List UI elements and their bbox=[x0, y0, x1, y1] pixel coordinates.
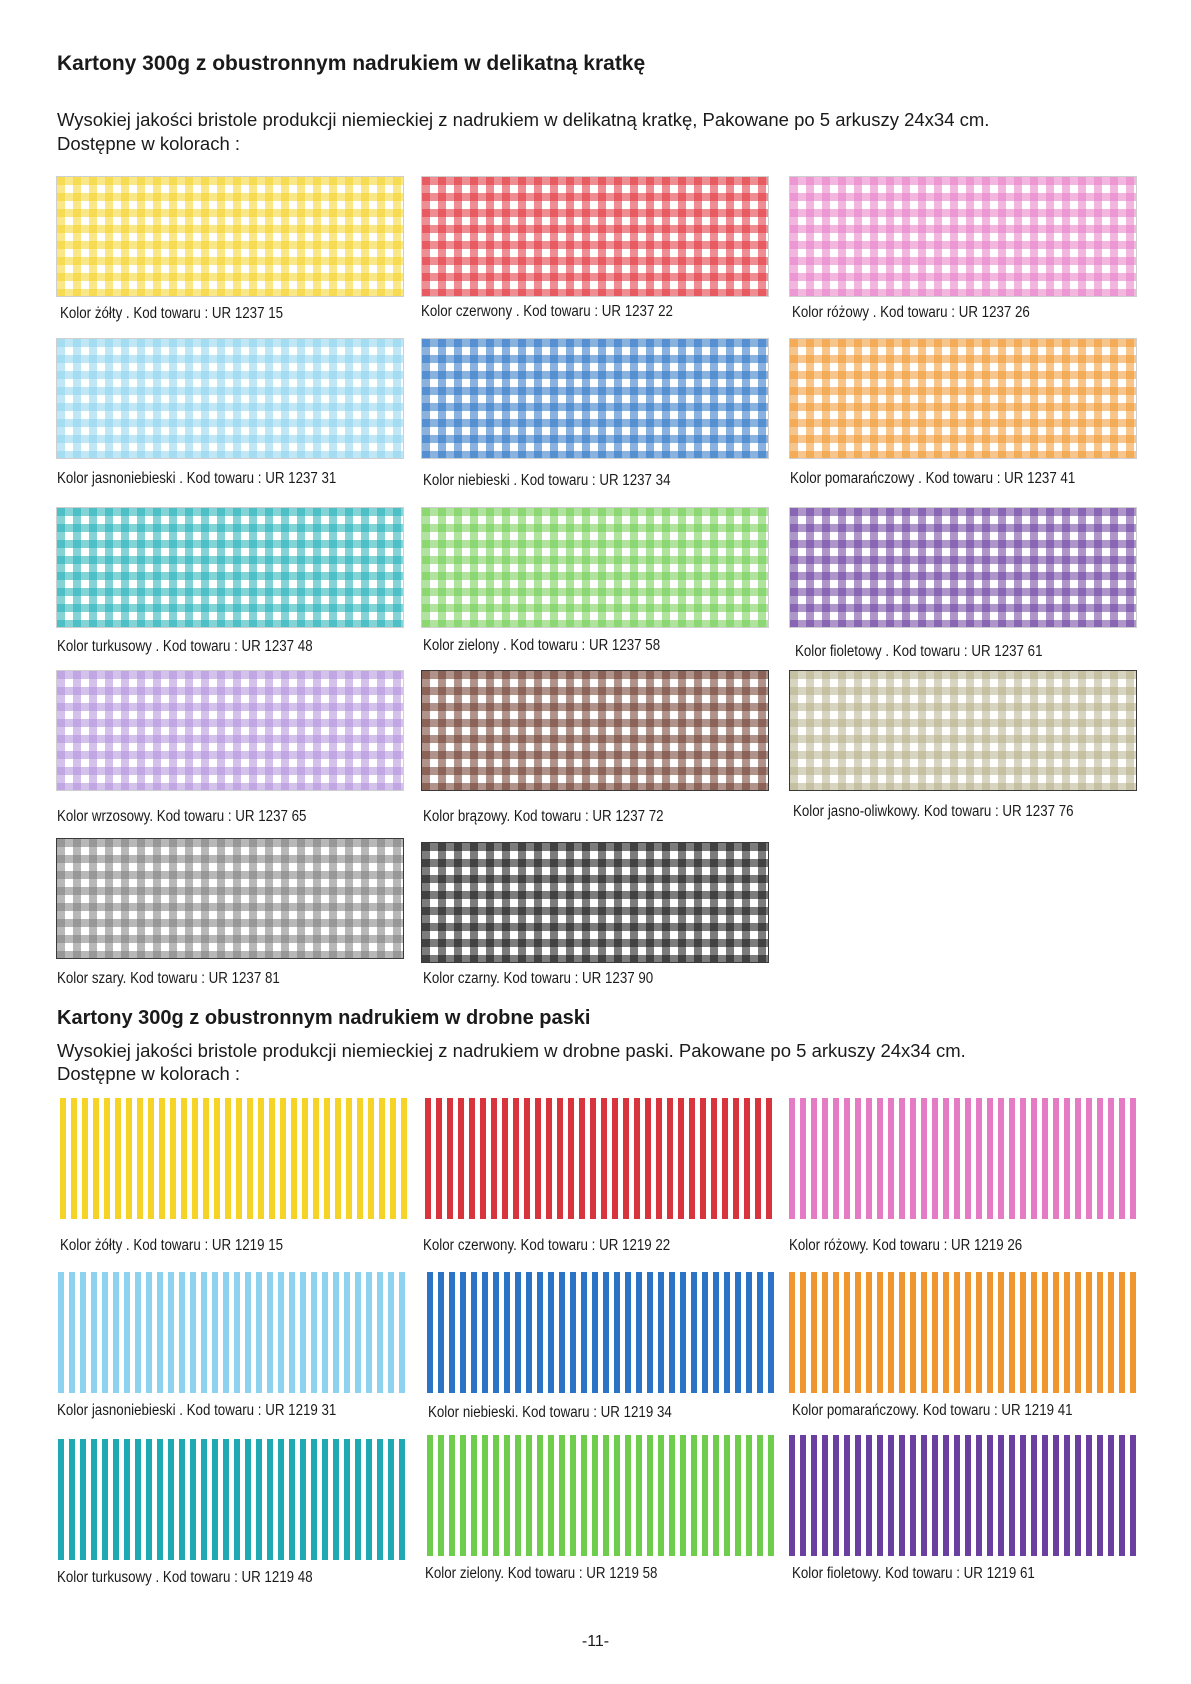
swatch-caption: Kolor żółty . Kod towaru : UR 1219 15 bbox=[60, 1237, 284, 1254]
swatch-gingham-heather bbox=[56, 670, 404, 791]
page-number: -11- bbox=[581, 1633, 610, 1650]
swatch-gingham-green bbox=[421, 507, 769, 628]
swatch-caption: Kolor fioletowy. Kod towaru : UR 1219 61 bbox=[792, 1565, 1035, 1582]
swatch-caption: Kolor wrzosowy. Kod towaru : UR 1237 65 bbox=[57, 808, 307, 825]
swatch-caption: Kolor niebieski. Kod towaru : UR 1219 34 bbox=[428, 1404, 672, 1421]
swatch-caption: Kolor turkusowy . Kod towaru : UR 1237 48 bbox=[57, 638, 313, 655]
section2-description: Wysokiej jakości bristole produkcji niemieckiej z nadrukiem w drobne paski. Pakowane po 5 arkuszy 24x34 cm. bbox=[57, 1040, 966, 1061]
swatch-caption: Kolor czarny. Kod towaru : UR 1237 90 bbox=[423, 970, 654, 987]
swatch-caption: Kolor żółty . Kod towaru : UR 1237 15 bbox=[60, 305, 284, 322]
swatch-caption: Kolor fioletowy . Kod towaru : UR 1237 61 bbox=[795, 643, 1043, 660]
section2-availability: Dostępne w kolorach : bbox=[57, 1063, 241, 1084]
swatch-caption: Kolor jasno-oliwkowy. Kod towaru : UR 1237 76 bbox=[793, 803, 1074, 820]
swatch-stripes-orange bbox=[789, 1272, 1137, 1393]
swatch-caption: Kolor jasnoniebieski . Kod towaru : UR 1219 31 bbox=[57, 1402, 337, 1419]
swatch-caption: Kolor brązowy. Kod towaru : UR 1237 72 bbox=[423, 808, 664, 825]
swatch-caption: Kolor pomarańczowy . Kod towaru : UR 1237 41 bbox=[790, 470, 1076, 487]
swatch-stripes-green bbox=[427, 1435, 775, 1556]
swatch-stripes-turquoise bbox=[58, 1439, 406, 1560]
swatch-gingham-violet bbox=[789, 507, 1137, 628]
section2-title: Kartony 300g z obustronnym nadrukiem w drobne paski bbox=[57, 1007, 591, 1029]
swatch-caption: Kolor niebieski . Kod towaru : UR 1237 34 bbox=[423, 472, 671, 489]
swatch-gingham-brown bbox=[421, 670, 769, 791]
swatch-caption: Kolor różowy. Kod towaru : UR 1219 26 bbox=[789, 1237, 1023, 1254]
swatch-gingham-pink bbox=[789, 176, 1137, 297]
swatch-stripes-light-blue bbox=[58, 1272, 406, 1393]
swatch-gingham-light-blue bbox=[56, 338, 404, 459]
swatch-stripes-red bbox=[425, 1098, 773, 1219]
swatch-caption: Kolor szary. Kod towaru : UR 1237 81 bbox=[57, 970, 280, 987]
swatch-caption: Kolor pomarańczowy. Kod towaru : UR 1219 41 bbox=[792, 1402, 1073, 1419]
section1-description: Wysokiej jakości bristole produkcji niemieckiej z nadrukiem w delikatną kratkę, Pakowane po 5 arkuszy 24x34 cm. bbox=[57, 109, 990, 130]
swatch-gingham-orange bbox=[789, 338, 1137, 459]
swatch-gingham-yellow bbox=[56, 176, 404, 297]
swatch-gingham-red bbox=[421, 176, 769, 297]
swatch-gingham-turquoise bbox=[56, 507, 404, 628]
section1-availability: Dostępne w kolorach : bbox=[57, 133, 241, 154]
swatch-gingham-light-olive bbox=[789, 670, 1137, 791]
swatch-stripes-violet bbox=[789, 1435, 1137, 1556]
swatch-caption: Kolor turkusowy . Kod towaru : UR 1219 48 bbox=[57, 1569, 313, 1586]
swatch-gingham-black bbox=[421, 842, 769, 963]
swatch-gingham-grey bbox=[56, 838, 404, 959]
swatch-caption: Kolor jasnoniebieski . Kod towaru : UR 1237 31 bbox=[57, 470, 337, 487]
swatch-stripes-yellow bbox=[60, 1098, 408, 1219]
swatch-stripes-pink bbox=[789, 1098, 1137, 1219]
swatch-caption: Kolor zielony . Kod towaru : UR 1237 58 bbox=[423, 637, 661, 654]
section1-title: Kartony 300g z obustronnym nadrukiem w delikatną kratkę bbox=[57, 52, 646, 75]
swatch-caption: Kolor różowy . Kod towaru : UR 1237 26 bbox=[792, 304, 1030, 321]
swatch-caption: Kolor czerwony. Kod towaru : UR 1219 22 bbox=[423, 1237, 671, 1254]
swatch-caption: Kolor zielony. Kod towaru : UR 1219 58 bbox=[425, 1565, 658, 1582]
swatch-stripes-blue bbox=[427, 1272, 775, 1393]
swatch-gingham-blue bbox=[421, 338, 769, 459]
swatch-caption: Kolor czerwony . Kod towaru : UR 1237 22 bbox=[421, 303, 673, 320]
